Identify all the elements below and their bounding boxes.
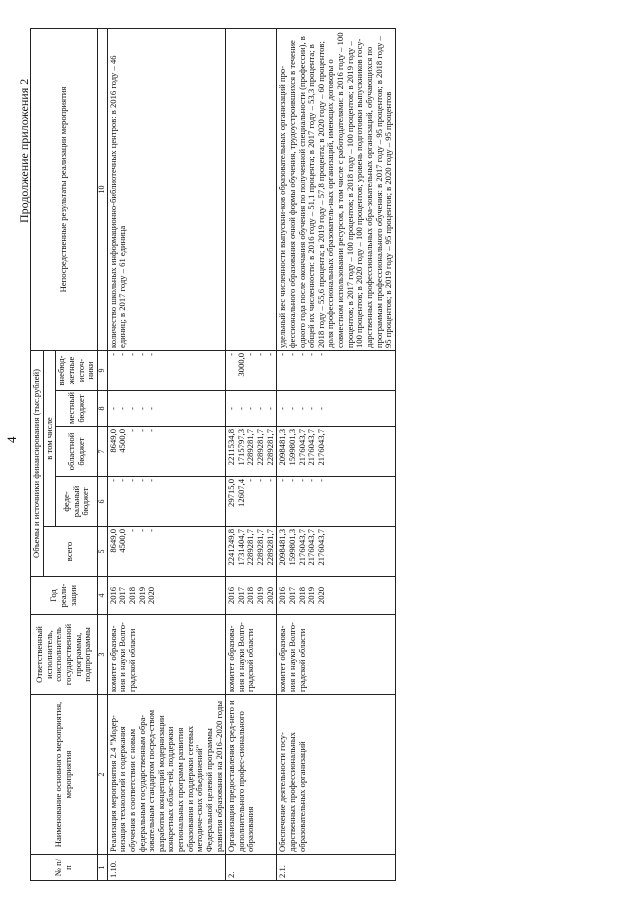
extra-value: - [126,352,137,356]
local-value: - [315,407,326,410]
page-number: 4 [4,436,19,443]
header-extra: внебюд-жетные источ-ники [56,350,98,390]
column-number: 5 [97,527,107,577]
table-row [107,28,226,880]
cell-years [107,577,226,615]
header-name: Наименование основного мероприятия, мероприятия [31,695,98,855]
years-value: 2017 [235,586,246,605]
total-value: 2289281,7 [245,529,256,566]
federal-value: 29715,0 [226,479,237,507]
column-number: 9 [97,350,107,390]
local-value: - [296,407,307,410]
federal-value: - [264,479,275,482]
cell-federal [277,477,396,527]
extra-value: - [146,352,157,356]
years-value: 2016 [226,586,237,605]
column-number: 1 [97,855,107,881]
extra-value: - [286,352,297,356]
cell-years [226,577,277,615]
federal-value: - [306,479,317,482]
local-value: - [264,407,275,410]
column-number: 8 [97,391,107,427]
cell-exec: комитет образова-ния и науки Волго-градской области [226,615,277,695]
federal-value: - [146,479,157,482]
federal-value: - [126,479,137,482]
header-regional: областной бюджет [56,427,98,477]
table-row [277,28,396,880]
regional-value: 4500,0 [117,429,128,453]
cell-years [277,577,396,615]
header-executor: Ответственный исполнитель, соисполнитель государственной программы, подпрограммы [31,615,98,695]
local-value: - [117,407,128,410]
cell-exec: комитет образова-ния и науки Волго-градской области [277,615,396,695]
header-years: Год реали-зации [31,577,98,615]
regional-value: 2289281,7 [255,429,266,466]
federal-value: - [136,479,147,482]
local-value: - [126,407,137,410]
cell-name: Организация предоставления сред-него и дополнительного профес-сионального образования [226,695,277,855]
total-value: - [146,529,157,532]
cell-name: Обеспечение деятельности госу-дарственных профессиональных образовательных организаций [277,695,396,855]
regional-value: 2289281,7 [245,429,256,466]
cell-num: 1.10. [107,855,226,881]
header-results: Непосредственные результаты реализации мероприятия [31,28,98,350]
local-value: - [146,407,157,410]
cell-local [226,391,277,427]
total-value: 2289281,7 [255,529,266,566]
cell-results [226,28,277,350]
regional-value: 8649,0 [107,429,118,453]
continuation-caption: Продолжение приложения 2 [17,78,31,223]
cell-exec: комитет образова-ния и науки Волго-градской области [107,615,226,695]
extra-value: - [245,352,256,356]
cell-regional [277,427,396,477]
regional-value: - [126,429,137,432]
extra-value: - [255,352,266,356]
cell-total [107,527,226,577]
local-value: - [306,407,317,410]
header-num: № п/п [31,855,98,881]
years-value: 2016 [107,586,118,605]
years-value: 2020 [315,586,326,605]
federal-value: - [286,479,297,482]
cell-regional [107,427,226,477]
regional-value: 1599801,3 [286,429,297,466]
table-row [226,28,277,880]
header-local: местный бюджет [56,391,98,427]
extra-value: - [226,352,237,356]
federal-value: - [296,479,307,482]
local-value: - [235,407,246,410]
cell-total [277,527,396,577]
federal-value: - [277,479,288,482]
regional-value: 2176043,7 [315,429,326,466]
cell-regional [226,427,277,477]
total-value: 2289281,7 [264,529,275,566]
total-value: - [126,529,137,532]
regional-value: 2176043,7 [296,429,307,466]
cell-local [277,391,396,427]
column-number: 2 [97,695,107,855]
local-value: - [277,407,288,410]
local-value: - [245,407,256,410]
cell-num: 2. [226,855,277,881]
federal-value: - [117,479,128,482]
column-number: 7 [97,427,107,477]
extra-value: - [117,352,128,356]
cell-num: 2.1. [277,855,396,881]
local-value: - [136,407,147,410]
total-value: 2176043,7 [315,529,326,566]
federal-value: - [315,479,326,482]
total-value: 2176043,7 [306,529,317,566]
years-value: 2018 [296,586,307,605]
regional-value: 2211534,8 [226,429,237,466]
regional-value: - [136,429,147,432]
regional-value: 1715797,3 [235,429,246,466]
federal-value: 12607,4 [235,479,246,507]
total-value: 2098481,3 [277,529,288,566]
years-value: 2020 [146,586,157,605]
cell-federal [107,477,226,527]
regional-value: 2176043,7 [306,429,317,466]
total-value: - [136,529,147,532]
extra-value: - [264,352,275,356]
federal-value: - [255,479,266,482]
program-table [30,28,396,881]
column-number: 10 [97,28,107,350]
federal-value: - [245,479,256,482]
years-value: 2017 [117,586,128,605]
cell-results: количество школьных информационно-библиотечных центров: в 2016 году – 46 единиц; в 2017 году – 61 единица [107,28,226,350]
header-federal: феде-ральный бюджет [56,477,98,527]
extra-value: - [306,352,317,356]
years-value: 2019 [306,586,317,605]
cell-federal [226,477,277,527]
extra-value: - [296,352,307,356]
total-value: 2176043,7 [296,529,307,566]
total-value: 8649,0 [107,529,118,553]
cell-extra [277,350,396,390]
extra-value: - [277,352,288,356]
years-value: 2016 [277,586,288,605]
column-number: 6 [97,477,107,527]
cell-results: удельный вес численности выпускни-ков образовательных организаций про-фессионального образования очной формы обучения, трудоустроившихся в течение одного года после окончания обучения по полученной специальности (профессии), в общей их численности: в 2016 году – 51,1 процента; в 2017 году – 53,3 процента; в 2018 году – 55,6 процента; в 2019 году – 57,8 процента; в 2020 году – 60 процентов; доля профессиональных образователь-ных организаций, имеющих договоры о совместном использовании ресурсов, в том числе с работодателями: в 2016 году – 100 процентов; в 2017 году – 100 процентов; в 2018 году – 100 процентов; в 2019 году – 100 процентов; в 2020 году – 100 процентов; уровень подготовки выпускников госу-дарственных профессиональных обра-зовательных организаций, обучающихся по программам профессионального обучения: в 2017 году – 95 процентов; в 2018 году – 95 процентов; в 2019 году – 95 процентов; в 2020 году – 95 процентов [277,28,396,350]
years-value: 2019 [255,586,266,605]
column-number: 4 [97,577,107,615]
total-value: 2241249,8 [226,529,237,566]
cell-extra [107,350,226,390]
extra-value: 3000,0 [235,352,246,377]
local-value: - [107,407,118,410]
years-value: 2020 [264,586,275,605]
federal-value: - [107,479,118,482]
cell-local [107,391,226,427]
extra-value: - [315,352,326,356]
years-value: 2019 [136,586,147,605]
local-value: - [226,407,237,410]
total-value: 4500,0 [117,529,128,553]
extra-value: - [107,352,118,356]
total-value: 1731404,7 [235,529,246,566]
cell-total [226,527,277,577]
cell-extra [226,350,277,390]
table-body [107,28,395,880]
years-value: 2017 [286,586,297,605]
regional-value: 2289281,7 [264,429,275,466]
total-value: 1599801,3 [286,529,297,566]
years-value: 2018 [126,586,137,605]
header-total: всего [43,527,97,577]
years-value: 2018 [245,586,256,605]
column-number: 3 [97,615,107,695]
cell-name: Реализация мероприятия 2.4 "Модер-низация технологий и содержания обучения в соответствии с новым федеральным государственным обра-зовательным стандартом посред-ством разработки концепций модернизации конкретных облас-тей, поддержки региональных программ развития образования и поддержки сетевых методиче-ских объединений" Федеральной целевой программы развития образования на 2016–2020 годы [107,695,226,855]
extra-value: - [136,352,147,356]
header-including: в том числе [43,350,56,526]
local-value: - [255,407,266,410]
local-value: - [286,407,297,410]
regional-value: 2098481,3 [277,429,288,466]
header-funding: Объемы и источники финансирования (тыс.рублей) [31,350,44,576]
regional-value: - [146,429,157,432]
